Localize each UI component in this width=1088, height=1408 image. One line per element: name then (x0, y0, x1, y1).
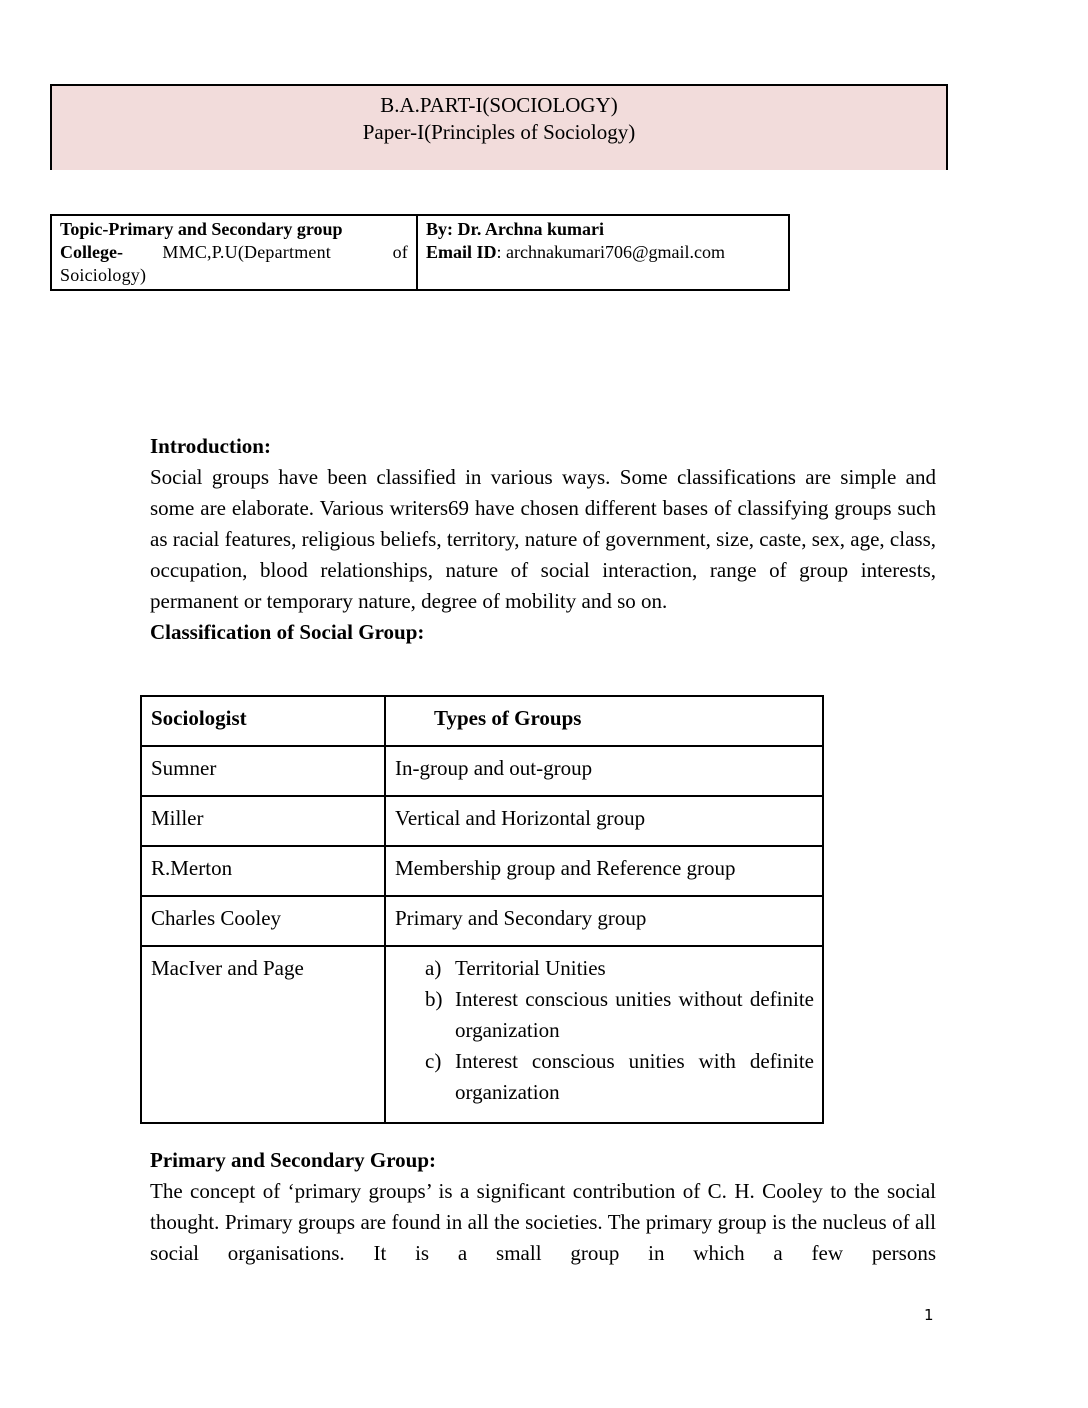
author-cell (417, 215, 789, 290)
sociologist-cell: Sumner (141, 746, 385, 796)
document-header (50, 84, 948, 170)
topic-text: Topic-Primary and Secondary group (60, 219, 343, 239)
primary-secondary-section (150, 1145, 936, 1269)
introduction-heading: Introduction: (150, 434, 271, 458)
bullet-icon (122, 1152, 140, 1170)
list-item-text: Interest conscious unities with definite organization (455, 1049, 814, 1104)
course-title: B.A.PART-I(SOCIOLOGY) (380, 93, 618, 117)
table-row (141, 896, 823, 946)
bullet-icon (122, 438, 140, 456)
email-value: : archnakumari706@gmail.com (496, 242, 726, 262)
paper-title: Paper-I(Principles of Sociology) (362, 120, 636, 144)
list-item (425, 1046, 814, 1108)
list-item (425, 953, 814, 984)
list-item (425, 984, 814, 1046)
email-label: Email ID (426, 242, 497, 262)
college-value: MMC,P.U(Department of Soiciology) (60, 242, 409, 285)
types-cell (385, 946, 823, 1123)
college-label: College- (60, 242, 123, 262)
list-marker: b) (425, 987, 443, 1011)
types-cell: Vertical and Horizontal group (385, 796, 823, 846)
table-row (141, 746, 823, 796)
list-item-text: Interest conscious unities without definite organization (455, 987, 814, 1042)
introduction-section (150, 431, 936, 648)
author-name: By: Dr. Archna kumari (426, 219, 605, 239)
sociologist-cell: Charles Cooley (141, 896, 385, 946)
sociologist-cell: Miller (141, 796, 385, 846)
types-cell: Membership group and Reference group (385, 846, 823, 896)
table-row (141, 796, 823, 846)
types-cell: Primary and Secondary group (385, 896, 823, 946)
table-row (141, 946, 823, 1123)
classification-heading: Classification of Social Group: (150, 620, 425, 644)
header-sociologist: Sociologist (141, 696, 385, 746)
list-marker: a) (425, 956, 442, 980)
college-text (60, 241, 408, 287)
table-row (141, 846, 823, 896)
primary-secondary-body: The concept of ‘primary groups’ is a significant contribution of C. H. Cooley to the social thought. Primary groups are found in all the societies. The primary group is the nucleus of all social organisations. It is a small group in which a few persons (150, 1179, 936, 1265)
sociologist-cell: R.Merton (141, 846, 385, 896)
primary-secondary-heading: Primary and Secondary Group: (150, 1148, 437, 1172)
info-table (50, 214, 790, 291)
table-header-row (141, 696, 823, 746)
introduction-body: Social groups have been classified in various ways. Some classifications are simple and some are elaborate. Various writers69 have chosen different bases of classifying groups such as racial features, religious beliefs, territory, nature of government, size, caste, sex, age, class, occupation, blood relationships, nature of social interaction, range of group interests, permanent or temporary nature, degree of mobility and so on. (150, 465, 936, 613)
email-text (426, 241, 780, 264)
group-types-list (395, 953, 814, 1108)
classification-table (140, 695, 824, 1124)
types-cell: In-group and out-group (385, 746, 823, 796)
header-types: Types of Groups (385, 696, 823, 746)
list-marker: c) (425, 1049, 442, 1073)
list-item-text: Territorial Unities (455, 956, 606, 980)
sociologist-cell: MacIver and Page (141, 946, 385, 1123)
page-number: 1 (924, 1306, 934, 1324)
topic-cell (51, 215, 417, 290)
